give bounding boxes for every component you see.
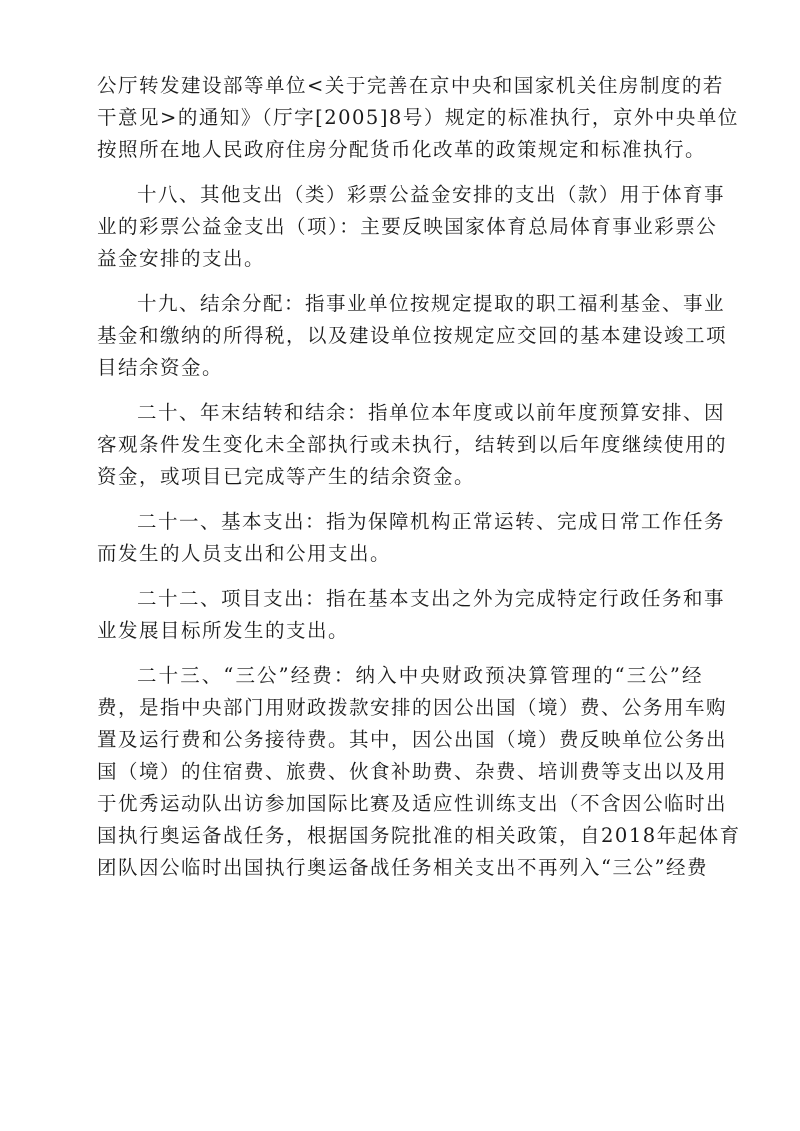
text-line: 二十三、“三公”经费：纳入中央财政预决算管理的“三公”经 <box>137 664 703 687</box>
text-line: 二十二、项目支出：指在基本支出之外为完成特定行政任务和事 <box>137 587 726 610</box>
text-line: 于优秀运动队出访参加国际比赛及适应性训练支出（不含因公临时出 <box>97 792 728 815</box>
paragraph-item-19 <box>97 288 728 384</box>
paragraph-item-21 <box>97 506 726 570</box>
text-line: 置及运行费和公务接待费。其中，因公出国（境）费反映单位公务出 <box>97 728 728 751</box>
text-line: 公厅转发建设部等单位<关于完善在京中央和国家机关住房制度的若 <box>97 74 724 97</box>
text-line: 十九、结余分配：指事业单位按规定提取的职工福利基金、事业 <box>137 292 726 315</box>
text-line: 基金和缴纳的所得税，以及建设单位按规定应交回的基本建设竣工项 <box>97 324 728 347</box>
text-line: 十八、其他支出（类）彩票公益金安排的支出（款）用于体育事 <box>137 183 726 206</box>
text-line: 团队因公临时出国执行奥运备战任务相关支出不再列入“三公”经费 <box>97 856 708 879</box>
document-body <box>97 70 741 884</box>
text-line: 目结余资金。 <box>97 356 224 379</box>
text-line: 国执行奥运备战任务，根据国务院批准的相关政策，自2018年起体育 <box>97 824 741 847</box>
text-line: 干意见>的通知》（厅字[2005]8号）规定的标准执行，京外中央单位 <box>97 106 739 129</box>
text-line: 业的彩票公益金支出（项）：主要反映国家体育总局体育事业彩票公 <box>97 215 718 238</box>
text-line: 客观条件发生变化未全部执行或未执行，结转到以后年度继续使用的 <box>97 433 728 456</box>
text-line: 益金安排的支出。 <box>97 247 266 270</box>
text-line: 二十一、基本支出：指为保障机构正常运转、完成日常工作任务 <box>137 510 726 533</box>
text-line: 资金，或项目已完成等产生的结余资金。 <box>97 465 476 488</box>
paragraph-item-22 <box>97 583 726 647</box>
paragraph-item-20 <box>97 397 728 493</box>
paragraph-item-18 <box>97 179 726 275</box>
text-line: 费，是指中央部门用财政拨款安排的因公出国（境）费、公务用车购 <box>97 696 728 719</box>
text-line: 二十、年末结转和结余：指单位本年度或以前年度预算安排、因 <box>137 401 726 424</box>
text-line: 业发展目标所发生的支出。 <box>97 619 350 642</box>
text-line: 而发生的人员支出和公用支出。 <box>97 542 392 565</box>
text-line: 按照所在地人民政府住房分配货币化改革的政策规定和标准执行。 <box>97 138 707 161</box>
paragraph-continuation <box>97 70 739 166</box>
text-line: 国（境）的住宿费、旅费、伙食补助费、杂费、培训费等支出以及用 <box>97 760 728 783</box>
paragraph-item-23 <box>97 660 741 884</box>
